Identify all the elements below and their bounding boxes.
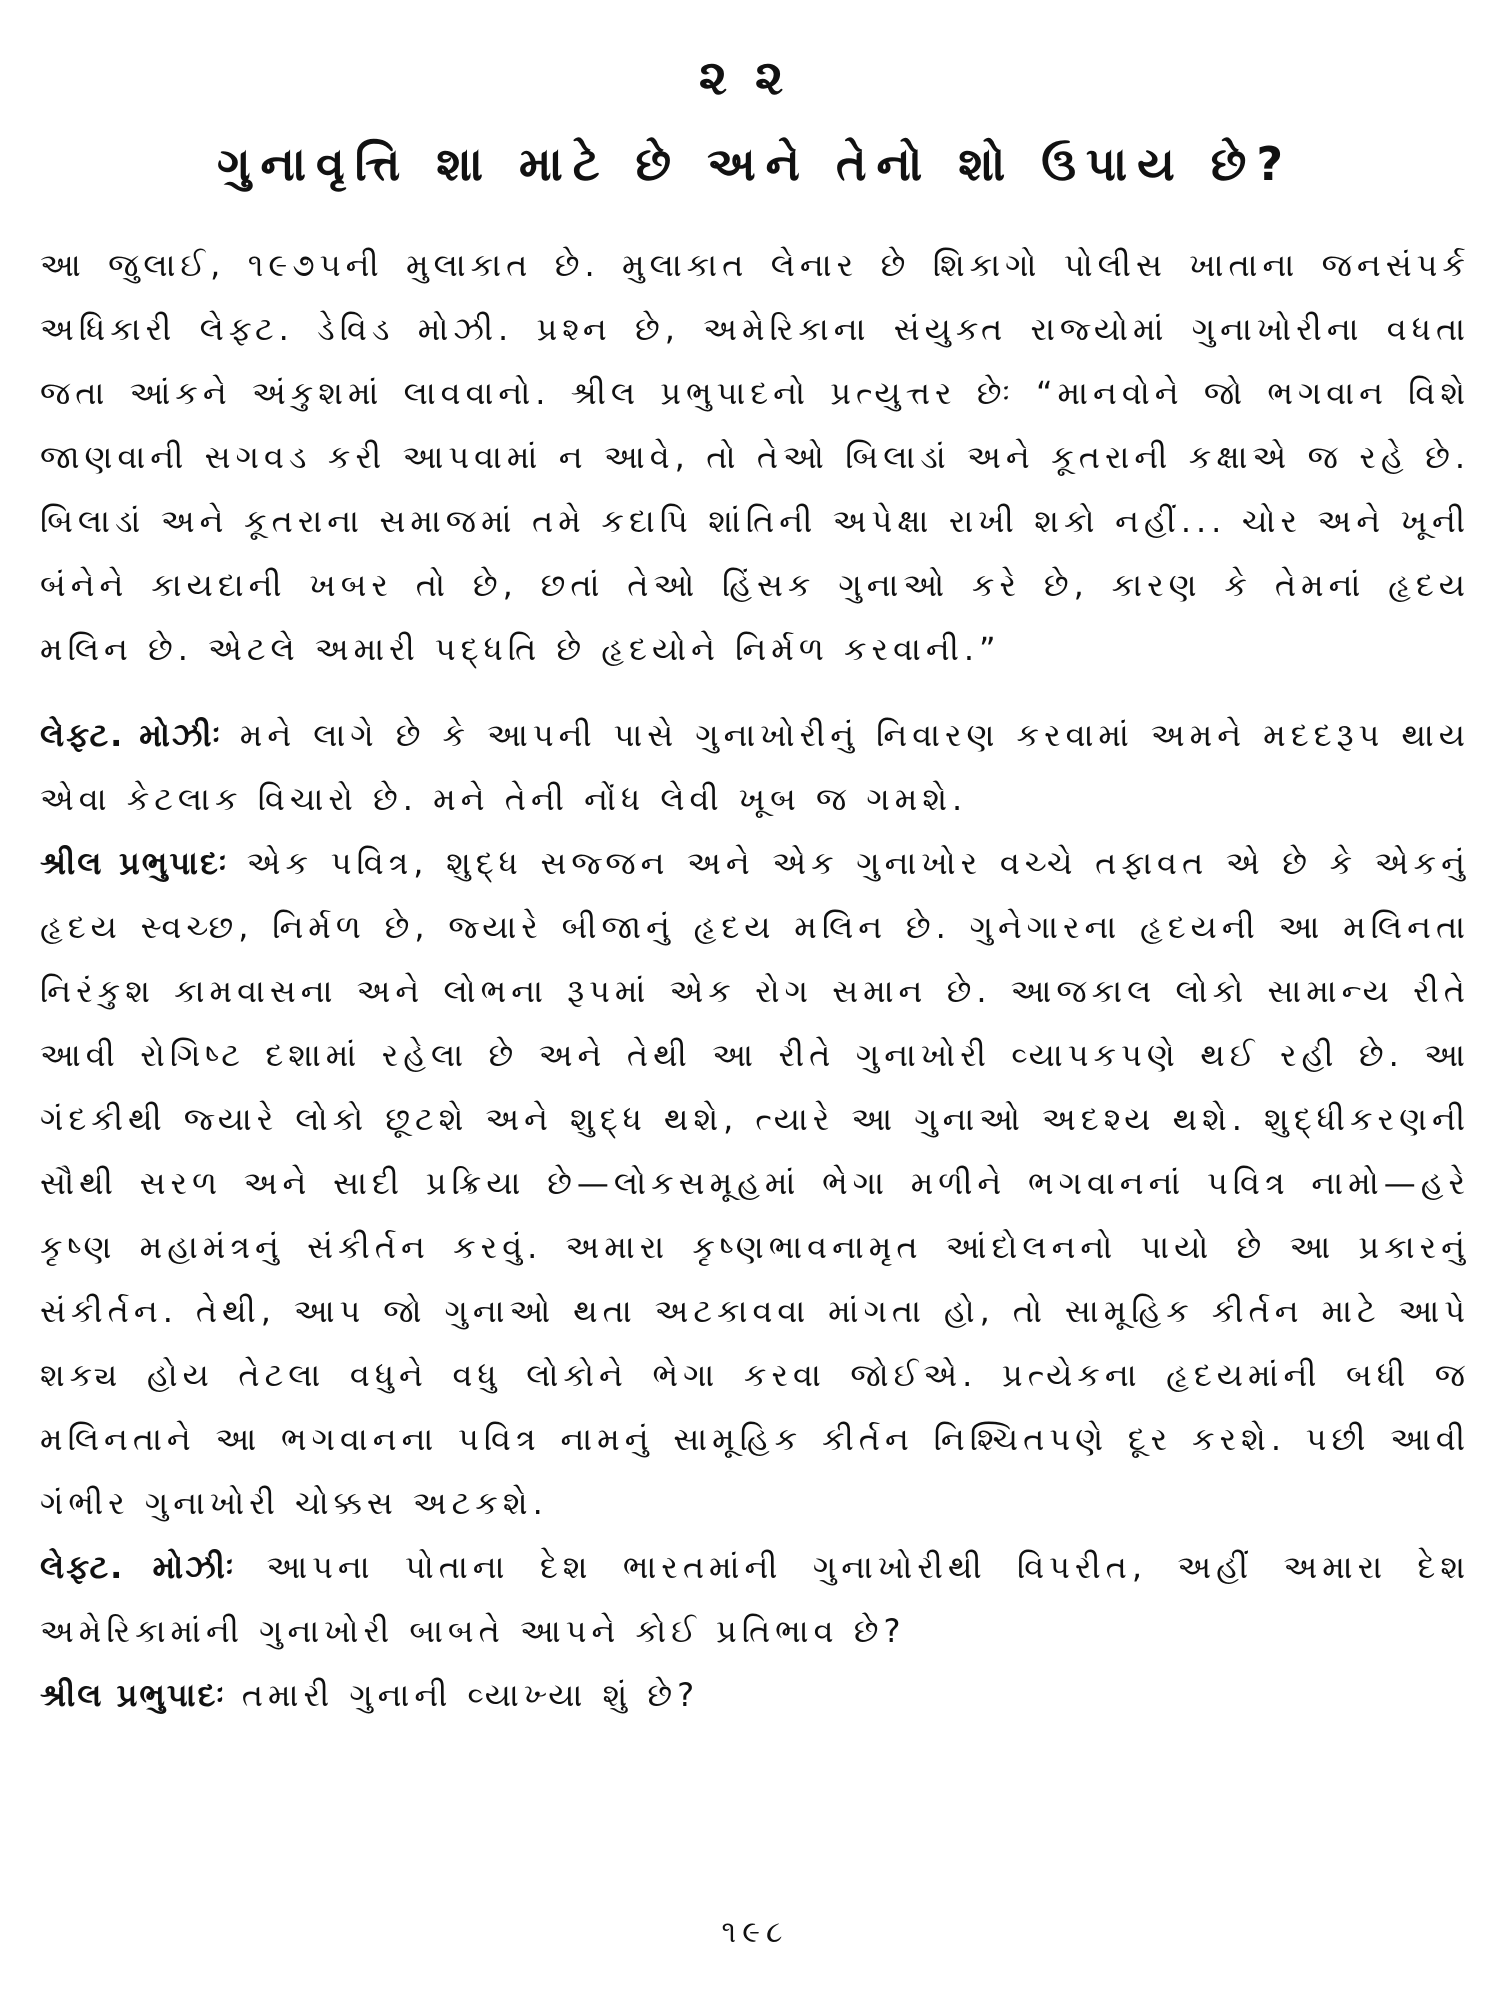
dialogue-turn-3 xyxy=(40,1535,1470,1663)
speaker-label: શ્રીલ પ્રભુપાદઃ xyxy=(40,1676,227,1714)
speaker-label: લેફ્ટ. મોઝીઃ xyxy=(40,1548,237,1586)
dialogue-turn-4 xyxy=(40,1663,1470,1727)
dialogue-text: તમારી ગુનાની વ્યાખ્યા શું છે? xyxy=(226,1676,700,1714)
chapter-number: ૨૨ xyxy=(698,50,812,106)
dialogue-turn-1 xyxy=(40,703,1470,831)
intro-paragraph: આ જુલાઈ, ૧૯૭૫ની મુલાકાત છે. મુલાકાત લેનાર છે શિકાગો પોલીસ ખાતાના જનસંપર્ક અધિકારી લેફ્ટ. ડેવિડ મોઝી. પ્રશ્ન છે, અમેરિકાના સંયુક્ત રાજ્યોમાં ગુનાખોરીના વધતા જતા આંકને અંકુશમાં લાવવાનો. શ્રીલ પ્રભુપાદનો પ્રત્યુત્તર છેઃ “માનવોને જો ભગવાન વિશે જાણવાની સગવડ કરી આપવામાં ન આવે, તો તેઓ બિલાડાં અને કૂતરાની કક્ષાએ જ રહે છે. બિલાડાં અને કૂતરાના સમાજમાં તમે કદાપિ શાંતિની અપેક્ષા રાખી શકો નહીં... ચોર અને ખૂની બંનેને કાયદાની ખબર તો છે, છતાં તેઓ હિંસક ગુનાઓ કરે છે, કારણ કે તેમનાં હૃદય મલિન છે. એટલે અમારી પદ્ધતિ છે હૃદયોને નિર્મળ કરવાની.” xyxy=(40,246,1470,668)
dialogue-turn-2 xyxy=(40,831,1470,1535)
dialogue-text: એક પવિત્ર, શુદ્ધ સજ્જન અને એક ગુનાખોર વચ્ચે તફાવત એ છે કે એકનું હૃદય સ્વચ્છ, નિર્મળ છે, જ્યારે બીજાનું હૃદય મલિન છે. ગુનેગારના હૃદયની આ મલિનતા નિરંકુશ કામવાસના અને લોભના રૂપમાં એક રોગ સમાન છે. આજકાલ લોકો સામાન્ય રીતે આવી રોગિષ્ટ દશામાં રહેલા છે અને તેથી આ રીતે ગુનાખોરી વ્યાપકપણે થઈ રહી છે. આ ગંદકીથી જ્યારે લોકો છૂટશે અને શુદ્ધ થશે, ત્યારે આ ગુનાઓ અદશ્ય થશે. શુદ્ધીકરણની સૌથી સરળ અને સાદી પ્રક્રિયા છે—લોકસમૂહમાં ભેગા મળીને ભગવાનનાં પવિત્ર નામો—હરે કૃષ્ણ મહામંત્રનું સંકીર્તન કરવું. અમારા કૃષ્ણભાવનામૃત આંદોલનનો પાયો છે આ પ્રકારનું સંકીર્તન. તેથી, આપ જો ગુનાઓ થતા અટકાવવા માંગતા હો, તો સામૂહિક કીર્તન માટે આપે શક્ય હોય તેટલા વધુને વધુ લોકોને ભેગા કરવા જોઈએ. પ્રત્યેકના હૃદયમાંની બધી જ મલિનતાને આ ભગવાનના પવિત્ર નામનું સામૂહિક કીર્તન નિશ્ચિતપણે દૂર કરશે. પછી આવી ગંભીર ગુનાખોરી ચોક્કસ અટકશે. xyxy=(40,844,1470,1522)
book-page xyxy=(40,50,1470,1980)
chapter-title: ગુનાવૃત્તિ શા માટે છે અને તેનો શો ઉપાય છે? xyxy=(216,137,1294,191)
page-number: ૧૯૮ xyxy=(721,1915,789,1950)
speaker-label: શ્રીલ પ્રભુપાદઃ xyxy=(40,844,230,882)
dialogue-text: મને લાગે છે કે આપની પાસે ગુનાખોરીનું નિવારણ કરવામાં અમને મદદરૂપ થાય એવા કેટલાક વિચારો છે. મને તેની નોંધ લેવી ખૂબ જ ગમશે. xyxy=(40,716,1470,818)
dialogue-text: આપના પોતાના દેશ ભારતમાંની ગુનાખોરીથી વિપરીત, અહીં અમારા દેશ અમેરિકામાંની ગુનાખોરી બાબતે આપને કોઈ પ્રતિભાવ છે? xyxy=(40,1548,1470,1650)
speaker-label: લેફ્ટ. મોઝીઃ xyxy=(40,716,223,754)
